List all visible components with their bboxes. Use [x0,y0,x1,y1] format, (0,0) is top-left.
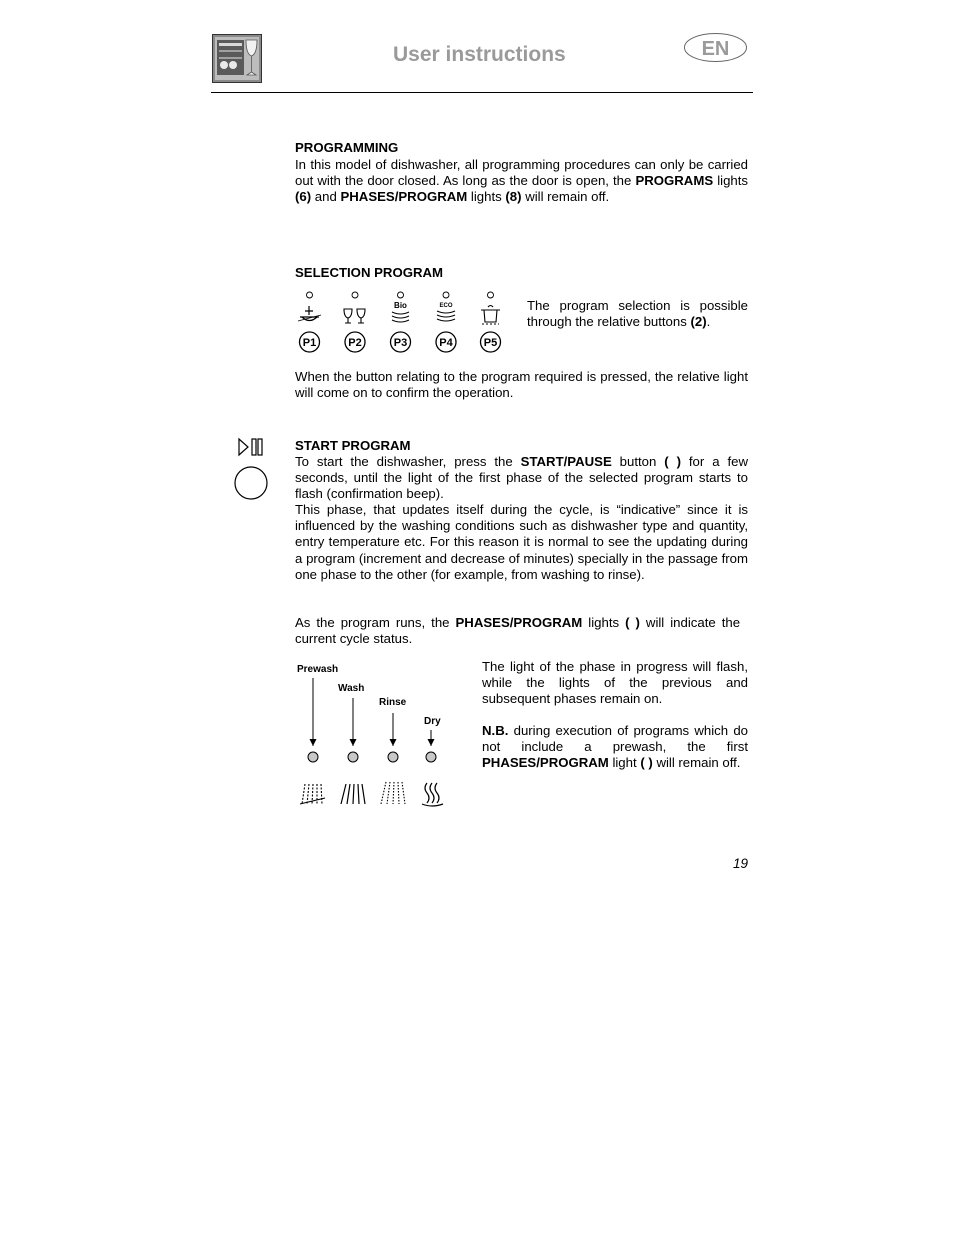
program-light-2 [352,292,358,298]
language-code: EN [701,38,730,60]
program-light-4 [443,292,449,298]
program-button-p5 [481,332,501,352]
prewash-icon [300,784,325,804]
ref-2: (2) [690,314,707,330]
nb-paragraph [482,723,748,771]
phases-program-label-2: PHASES/PROGRAM [455,615,583,630]
intensive-program-icon [298,306,321,321]
programming-paragraph [295,157,748,205]
start-program-paragraph [295,454,748,583]
selection-note: When the button relating to the program required is pressed, the relative light will come on to confirm the operation. [295,369,748,401]
ref-8: (8) [505,189,522,205]
phase-label-dry: Dry [424,716,441,727]
pot-program-icon [481,306,500,325]
start-pause-button-icon [235,467,267,499]
glasses-program-icon [344,309,365,323]
play-pause-icon [239,439,262,455]
lights-text-1: lights [717,173,749,189]
language-badge [684,33,747,62]
svg-text:P4: P4 [439,337,453,349]
svg-text:ECO: ECO [439,303,453,309]
svg-text:P1: P1 [302,337,317,349]
phases-intro-1: As the program runs, the [295,615,450,630]
program-light-3 [398,292,404,298]
program-light-1 [307,292,313,298]
program-button-p2 [345,332,365,352]
rinse-icon [381,782,405,804]
selection-side-end: . [706,314,711,330]
nb-phases-label: PHASES/PROGRAM [482,755,609,771]
header-divider [211,92,753,93]
lights-text-2: lights [470,189,502,205]
nb-paren: ( ) [640,755,653,771]
phase-label-wash: Wash [338,683,365,694]
nb-end: will remain off. [656,755,741,771]
phases-intro-2: lights [588,615,620,630]
selection-side-sentence: The program selection is possible through the relative buttons [527,298,748,330]
eco-program-icon [437,303,455,321]
phase-label-rinse: Rinse [379,697,407,708]
phase-light-wash [348,752,358,762]
bio-program-icon [392,301,409,322]
nb-light-text: light [612,755,637,771]
program-button-p1 [300,332,320,352]
selection-program-heading: SELECTION PROGRAM [295,265,443,280]
start-program-heading: START PROGRAM [295,438,411,453]
phases-diagram [292,658,457,818]
dry-icon [422,783,443,806]
page-number: 19 [732,856,748,871]
phase-light-prewash [308,752,318,762]
programs-label: PROGRAMS [635,173,714,189]
and-text: and [314,189,337,205]
start-paragraph-2: This phase, that updates itself during the cycle, is “indicative” since it is influenced by the washing conditions such as dishwasher type and quantity, entry temperature etc. For this reason it is normal to see the updating during a program (increment and decrease of minutes) specially in the passage from one phase to the other (for example, from washing to rinse). [295,502,748,582]
svg-text:P5: P5 [483,337,498,349]
selection-side-text [527,298,748,330]
phase-light-dry [426,752,436,762]
phase-label-prewash: Prewash [297,664,339,675]
programming-text-2: will remain off. [525,189,610,205]
start-paren: ( ) [664,454,681,469]
ref-6: (6) [295,189,312,205]
programming-heading: PROGRAMMING [295,140,399,155]
nb-label: N.B. [482,723,509,738]
program-button-p4 [436,332,456,352]
svg-text:P2: P2 [348,337,362,349]
phases-flash-text: The light of the phase in progress will flash, while the lights of the previous and subsequent phases remain on. [482,659,748,707]
page-title: User instructions [393,43,566,66]
dishwasher-logo-icon [212,34,262,83]
phases-intro-paren: ( ) [625,615,640,630]
start-text-1: To start the dishwasher, press the [295,454,513,469]
phases-intro-paragraph [295,615,740,647]
start-text-3: for a few seconds, until the light of the first phase of the selected program starts to flash (confirmation beep). [295,454,748,502]
wash-icon [341,784,365,804]
program-light-5 [488,292,494,298]
nb-text: during execution of programs which do not include a prewash, the first [482,723,749,755]
start-pause-label: START/PAUSE [520,454,612,469]
start-text-2: button [619,454,657,469]
svg-text:P3: P3 [393,337,408,349]
svg-text:Bio: Bio [394,301,407,310]
program-selector-panel [293,287,513,364]
programming-text-1: In this model of dishwasher, all programming procedures can only be carried out with the door closed. As long as the door is open, the [295,157,748,189]
program-button-p3 [391,332,411,352]
phases-program-label: PHASES/PROGRAM [340,189,468,205]
phases-intro-3: will indicate the current cycle status. [295,615,741,647]
start-pause-symbol [233,436,273,509]
phase-light-rinse [388,752,398,762]
